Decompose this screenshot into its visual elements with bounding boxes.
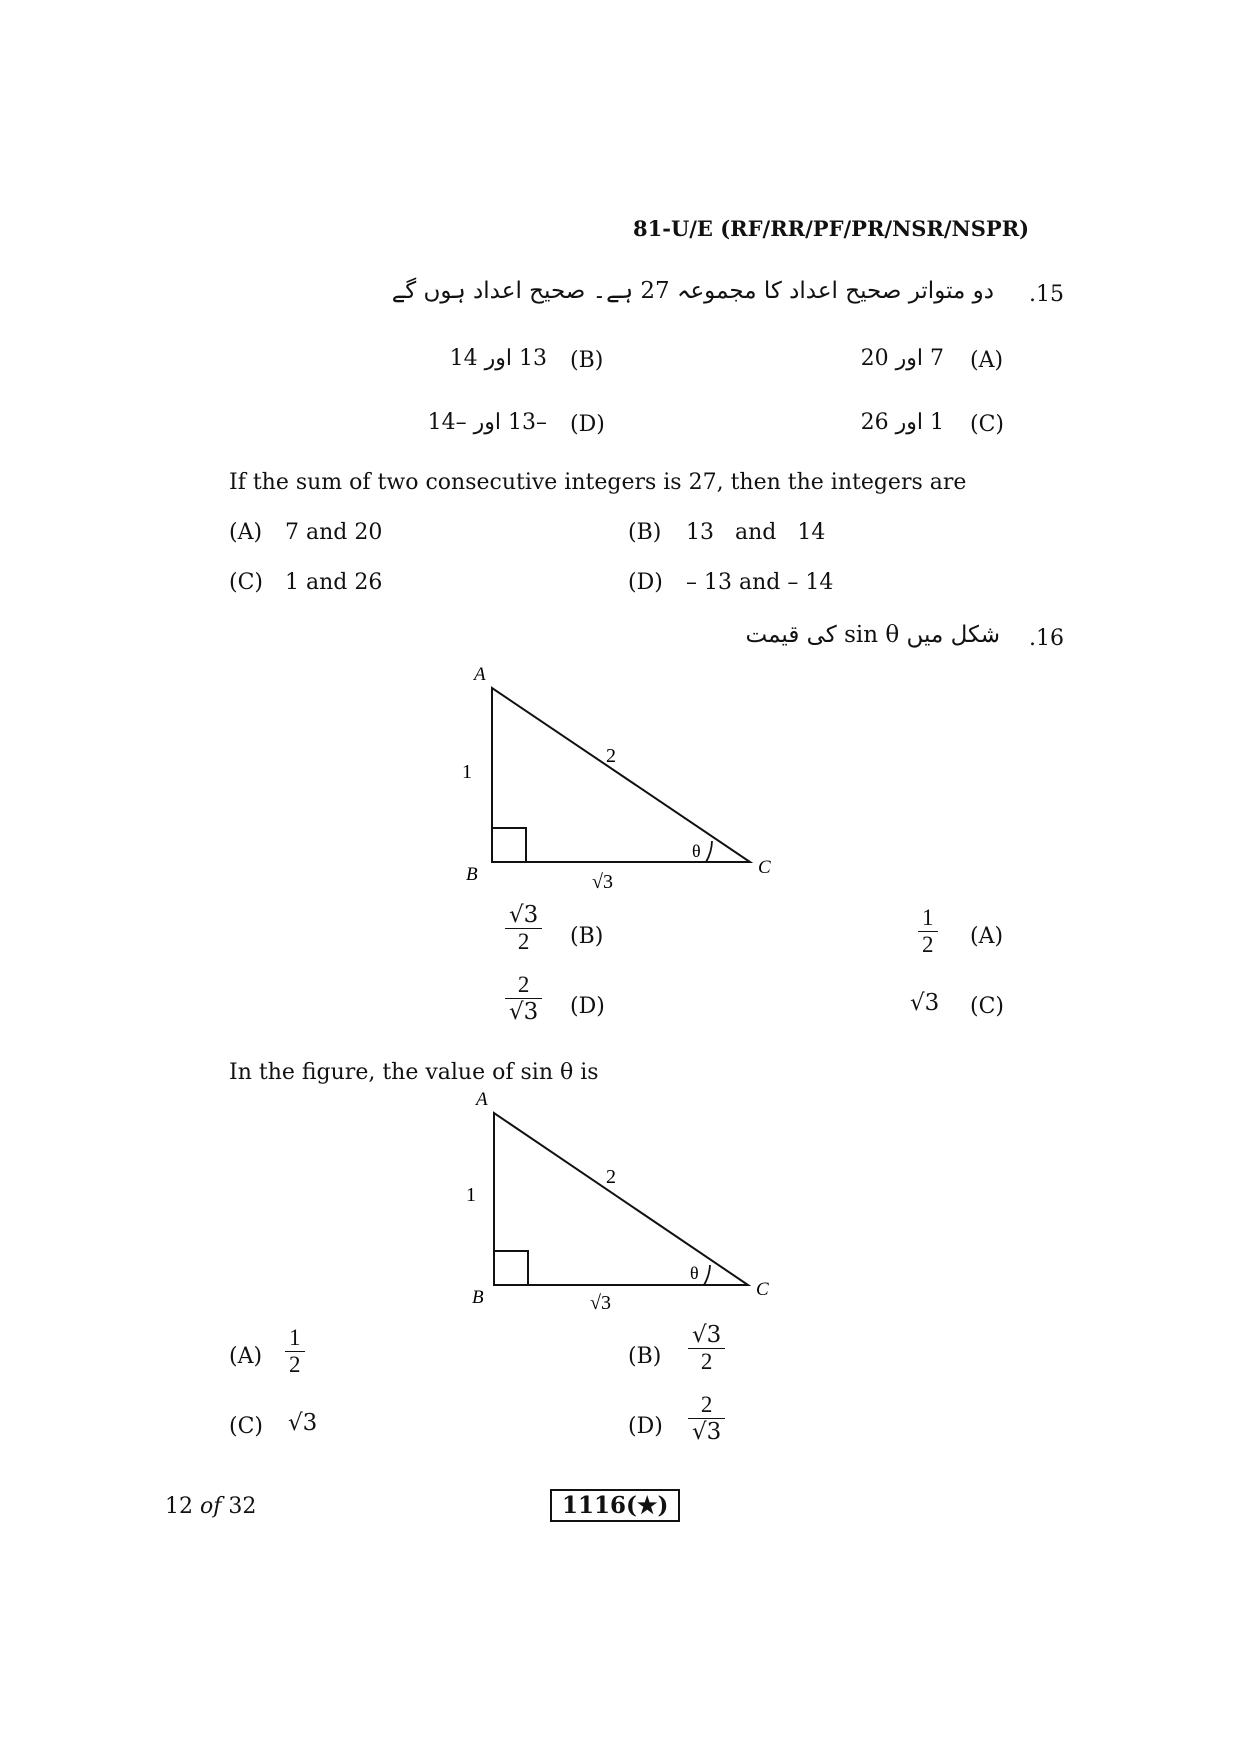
angle-label: θ xyxy=(692,841,701,861)
triangle-shape xyxy=(492,688,750,862)
page-current: 12 xyxy=(165,1494,193,1519)
q15-english-option-a-label: (A) xyxy=(229,520,263,545)
q15-urdu-option-a-label: (A) xyxy=(970,348,1004,373)
q15-urdu-option-c-text: 1 اور 26 xyxy=(860,410,944,435)
q16-urdu-option-b-value xyxy=(505,902,542,956)
page-number xyxy=(165,1494,256,1519)
q16-english-question: In the figure, the value of sin θ is xyxy=(229,1060,599,1085)
page-of-word: of xyxy=(200,1494,222,1519)
vertex-c-label: C xyxy=(758,857,771,878)
vertex-b-label: B xyxy=(472,1287,484,1308)
q16-urdu-option-a-value xyxy=(918,905,938,959)
triangle-shape xyxy=(494,1113,748,1285)
q16-urdu-option-c-label: (C) xyxy=(970,994,1004,1019)
q15-english-option-c-label: (C) xyxy=(229,570,263,595)
exam-code-header: 81-U/E (RF/RR/PF/PR/NSR/NSPR) xyxy=(633,216,1030,241)
q16-urdu-option-a-label: (A) xyxy=(970,924,1004,949)
angle-label: θ xyxy=(690,1263,699,1283)
q16-english-option-c-value: √3 xyxy=(288,1410,318,1436)
q16-urdu-option-c-value: √3 xyxy=(910,990,940,1016)
q15-english-option-b-label: (B) xyxy=(628,520,662,545)
q16-urdu-option-d-value xyxy=(505,972,542,1026)
fraction-denominator: √3 xyxy=(509,999,539,1026)
q16-english-option-b-label: (B) xyxy=(628,1344,662,1369)
booklet-code: 1116(★) xyxy=(550,1489,680,1522)
q15-urdu-option-a-text: 7 اور 20 xyxy=(860,346,944,371)
right-angle-marker xyxy=(494,1251,528,1285)
right-angle-marker xyxy=(492,828,526,862)
q15-urdu-option-b-label: (B) xyxy=(570,348,604,373)
side-bc-label: √3 xyxy=(590,1292,611,1314)
q15-english-option-a-text: 7 and 20 xyxy=(285,520,383,545)
q16-english-option-a-value xyxy=(285,1325,305,1379)
fraction-numerator: 1 xyxy=(285,1325,305,1352)
q15-urdu-question: دو متواتر صحیح اعداد کا مجموعہ 27 ہے۔ صحیح اعداد ہوں گے xyxy=(391,278,994,304)
side-bc-label: √3 xyxy=(592,871,613,890)
fraction-numerator: 2 xyxy=(505,972,542,999)
fraction-numerator: 2 xyxy=(688,1392,725,1419)
page-total: 32 xyxy=(228,1494,257,1519)
q15-number: .15 xyxy=(1029,282,1064,307)
q15-urdu-option-d-text: –13 اور –14 xyxy=(427,410,547,435)
q15-english-option-d-label: (D) xyxy=(628,570,663,595)
vertex-b-label: B xyxy=(466,864,478,885)
fraction-numerator: 1 xyxy=(918,905,938,932)
triangle-figure-2 xyxy=(452,1085,792,1315)
q16-number: .16 xyxy=(1029,626,1064,651)
q16-english-option-a-label: (A) xyxy=(229,1344,263,1369)
vertex-a-label: A xyxy=(474,664,486,685)
q16-english-option-b-value xyxy=(688,1322,725,1376)
q16-urdu-option-b-label: (B) xyxy=(570,924,604,949)
vertex-a-label: A xyxy=(476,1089,488,1110)
q15-english-option-c-text: 1 and 26 xyxy=(285,570,383,595)
side-ac-label: 2 xyxy=(606,745,616,767)
q15-english-option-b-text: 13 and 14 xyxy=(686,520,826,545)
q16-urdu-option-d-label: (D) xyxy=(570,994,605,1019)
q16-english-option-c-label: (C) xyxy=(229,1414,263,1439)
side-ab-label: 1 xyxy=(462,761,472,783)
vertex-c-label: C xyxy=(756,1279,769,1300)
q15-english-option-d-text: – 13 and – 14 xyxy=(686,570,834,595)
fraction-denominator: 2 xyxy=(289,1352,301,1378)
fraction-denominator: 2 xyxy=(922,932,934,958)
angle-arc xyxy=(706,841,712,862)
fraction-denominator: √3 xyxy=(692,1419,722,1446)
angle-arc xyxy=(704,1265,710,1285)
fraction-numerator: √3 xyxy=(505,902,542,929)
q16-urdu-question: شکل میں sin θ کی قیمت xyxy=(745,622,1000,648)
q16-english-option-d-value xyxy=(688,1392,725,1446)
side-ac-label: 2 xyxy=(606,1166,616,1188)
q16-english-option-d-label: (D) xyxy=(628,1414,663,1439)
q15-urdu-option-b-text: 13 اور 14 xyxy=(449,346,547,371)
fraction-denominator: 2 xyxy=(700,1349,713,1375)
fraction-denominator: 2 xyxy=(517,929,530,955)
q15-english-question: If the sum of two consecutive integers is 27, then the integers are xyxy=(229,470,967,495)
q15-urdu-option-c-label: (C) xyxy=(970,412,1004,437)
fraction-numerator: √3 xyxy=(688,1322,725,1349)
triangle-figure-1 xyxy=(450,660,790,890)
side-ab-label: 1 xyxy=(466,1184,476,1206)
q15-urdu-option-d-label: (D) xyxy=(570,412,605,437)
